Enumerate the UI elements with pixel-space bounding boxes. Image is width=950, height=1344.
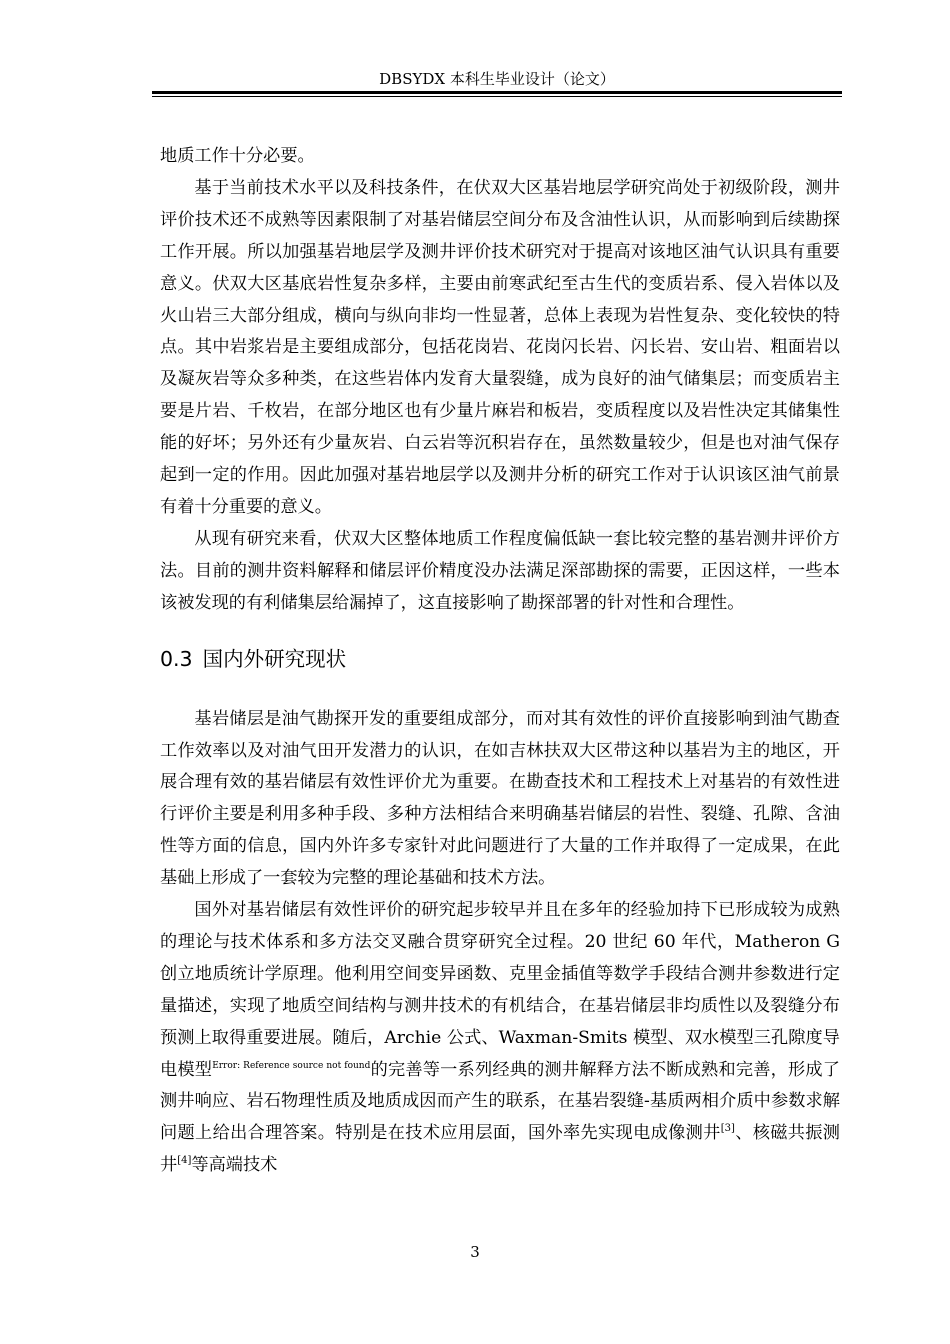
paragraph-2: 基于当前技术水平以及科技条件，在伏双大区基岩地层学研究尚处于初级阶段，测井评价技术还不成熟等因素限制了对基岩储层空间分布及含油性认识，从而影响到后续勘探工作开展。所以加强基岩地层学及测井评价技术研究对于提高对该地区油气认识具有重要意义。伏双大区基底岩性复杂多样，主要由前寒武纪至古生代的变质岩系、侵入岩体以及火山岩三大部分组成，横向与纵向非均一性显著，总体上表现为岩性复杂、变化较快的特点。其中岩浆岩是主要组成部分，包括花岗岩、花岗闪长岩、闪长岩、安山岩、粗面岩以及凝灰岩等众多种类，在这些岩体内发育大量裂缝，成为良好的油气储集层；而变质岩主要是片岩、千枚岩，在部分地区也有少量片麻岩和板岩，变质程度以及岩性决定其储集性能的好坏；另外还有少量灰岩、白云岩等沉积岩存在，虽然数量较少，但是也对油气保存起到一定的作用。因此加强对基岩地层学以及测井分析的研究工作对于认识该区油气前景有着十分重要的意义。 bbox=[160, 177, 840, 517]
paragraph-3: 从现有研究来看，伏双大区整体地质工作程度偏低缺一套比较完整的基岩测井评价方法。目前的测井资料解释和储层评价精度没办法满足深部勘探的需要，正因这样，一些本该被发现的有利储集层给漏掉了，这直接影响了勘探部署的针对性和合理性。 bbox=[160, 528, 840, 613]
page-header: DBSYDX 本科生毕业设计（论文） bbox=[379, 70, 615, 88]
paragraph-5-part-c: 、核磁共振测井 bbox=[160, 1123, 840, 1176]
header-rule-thin bbox=[152, 96, 842, 97]
paragraph-1: 地质工作十分必要。 bbox=[160, 146, 315, 166]
citation-4: [4] bbox=[177, 1155, 192, 1167]
section-heading bbox=[160, 644, 840, 674]
section-title: 国内外研究现状 bbox=[202, 646, 347, 671]
header-rule-thick bbox=[152, 91, 842, 94]
paragraph-4: 基岩储层是油气勘探开发的重要组成部分，而对其有效性的评价直接影响到油气勘查工作效率以及对油气田开发潜力的认识，在如吉林扶双大区带这种以基岩为主的地区，开展合理有效的基岩储层有效性评价尤为重要。在勘查技术和工程技术上对基岩的有效性进行评价主要是利用多种手段、多种方法相结合来明确基岩储层的岩性、裂缝、孔隙、含油性等方面的信息，国内外许多专家针对此问题进行了大量的工作并取得了一定成果，在此基础上形成了一套较为完整的理论基础和技术方法。 bbox=[160, 708, 840, 889]
paragraph-5-part-d: 等高端技术 bbox=[191, 1155, 278, 1176]
page-body bbox=[160, 141, 840, 1182]
citation-3: [3] bbox=[720, 1123, 735, 1135]
paragraph-5 bbox=[160, 895, 840, 1182]
paragraph-5-part-b: 的完善等一系列经典的测井解释方法不断成熟和完善，形成了测井响应、岩石物理性质及地质成因而产生的联系，在基岩裂缝-基质两相介质中参数求解问题上给出合理答案。特别是在技术应用层面，国外率先实现电成像测井 bbox=[160, 1059, 840, 1144]
reference-error-note: Error: Reference source not found bbox=[212, 1060, 371, 1071]
section-number: 0.3 bbox=[160, 646, 193, 671]
page-number: 3 bbox=[470, 1243, 480, 1261]
paragraph-5-part-a: 国外对基岩储层有效性评价的研究起步较早并且在多年的经验加持下已形成较为成熟的理论与技术体系和多方法交叉融合贯穿研究全过程。20 世纪 60 年代，Matheron G 创立地质统计学原理。他利用空间变异函数、克里金插值等数学手段结合测井参数进行定量描述，实现了地质空间结构与测井技术的有机结合，在基岩储层非均质性以及裂缝分布预测上取得重要进展。随后，Archie 公式、Waxman-Smits 模型、双水模型三孔隙度导电模型 bbox=[160, 900, 840, 1080]
